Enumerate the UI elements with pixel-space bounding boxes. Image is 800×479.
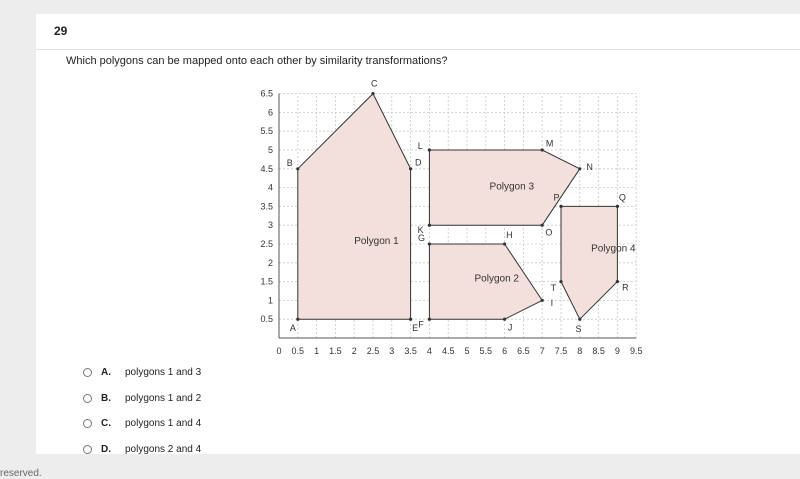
vertex-label: N [586,161,593,172]
vertex-point [559,280,562,283]
polygon-shape [561,206,617,319]
polygon-label: Polygon 3 [489,181,535,193]
vertex-point [578,167,581,170]
vertex-point [409,318,412,321]
option-c[interactable] [83,416,383,434]
x-tick-label: 1 [314,346,320,356]
vertex-point [428,148,431,151]
x-tick-label: 3.5 [404,346,417,356]
vertex-label: B [286,157,293,168]
vertex-label: T [550,283,557,294]
x-tick-label: 5.5 [479,346,493,356]
x-tick-label: 7 [539,346,545,356]
vertex-label: H [506,230,513,241]
x-tick-label: 9.5 [629,346,643,356]
vertex-point [296,318,299,321]
option-a[interactable] [83,365,383,383]
radio-button-b[interactable] [83,394,92,403]
option-text: polygons 1 and 3 [125,367,202,378]
vertex-label: R [622,282,629,293]
vertex-label: L [417,140,423,151]
vertex-point [616,205,619,208]
option-text: polygons 2 and 4 [125,444,202,454]
vertex-label: K [417,225,424,236]
y-tick-label: 1.5 [260,276,273,287]
radio-button-a[interactable] [83,368,92,377]
vertex-label: S [575,324,582,335]
vertex-label: D [414,157,422,168]
vertex-point [541,299,544,302]
vertex-point [541,224,544,227]
y-tick-label: 4.5 [260,163,273,174]
vertex-point [503,318,506,321]
option-b[interactable] [83,391,383,409]
polygon-graph [217,80,647,360]
question-prompt: Which polygons can be mapped onto each other by similarity transformations? [66,55,448,67]
y-tick-label: 0.5 [260,314,273,325]
vertex-point [296,167,299,170]
y-tick-label: 1 [267,295,273,306]
vertex-label: E [412,323,419,334]
x-tick-label: 0.5 [291,346,305,356]
vertex-point [541,148,544,151]
x-tick-label: 1.5 [329,346,342,356]
option-letter: D. [101,444,111,454]
vertex-label: Q [618,192,626,203]
x-tick-label: 3 [389,346,395,356]
x-tick-label: 6.5 [517,346,530,356]
x-tick-label: 0 [276,346,282,356]
vertex-point [559,205,562,208]
vertex-label: C [370,80,378,89]
polygon-label: Polygon 2 [474,273,520,285]
vertex-label: A [289,322,296,333]
vertex-label: J [507,322,513,333]
radio-button-d[interactable] [83,445,92,454]
x-tick-label: 4.5 [441,346,455,356]
vertex-point [428,224,431,227]
vertex-point [428,318,431,321]
y-tick-label: 6.5 [260,88,273,99]
x-tick-label: 6 [502,346,508,356]
y-tick-label: 5.5 [260,126,273,137]
y-tick-label: 3.5 [260,201,273,212]
vertex-point [503,242,506,245]
option-letter: C. [101,418,111,429]
question-card [36,14,800,454]
vertex-label: G [418,232,426,243]
vertex-point [428,242,431,245]
vertex-point [409,167,412,170]
polygon-label: Polygon 4 [591,243,636,255]
radio-button-c[interactable] [83,419,92,428]
option-text: polygons 1 and 2 [125,393,202,404]
question-number: 29 [54,24,68,38]
x-tick-label: 8.5 [592,346,605,356]
y-tick-label: 2.5 [260,239,273,249]
x-tick-label: 9 [614,346,620,356]
y-tick-label: 5 [267,145,273,155]
vertex-label: P [553,192,560,203]
x-tick-label: 7.5 [554,346,568,356]
copyright-footer: reserved. [0,468,42,479]
vertex-label: M [545,138,554,149]
polygon-label: Polygon 1 [354,236,399,247]
y-tick-label: 4 [267,182,273,193]
vertex-point [616,280,619,283]
x-tick-label: 4 [426,346,432,356]
y-tick-label: 6 [267,107,273,118]
vertex-point [578,318,581,321]
y-tick-label: 2 [267,257,273,268]
option-text: polygons 1 and 4 [125,418,202,429]
vertex-label: O [545,227,553,238]
y-tick-label: 3 [267,220,273,231]
option-d[interactable] [83,442,383,454]
x-tick-label: 2 [351,346,357,356]
option-letter: A. [101,367,111,378]
x-tick-label: 5 [464,346,470,356]
x-tick-label: 2.5 [366,346,380,356]
vertex-point [371,92,374,95]
option-letter: B. [101,393,111,404]
vertex-label: F [418,319,424,330]
x-tick-label: 8 [577,346,583,356]
vertex-label: I [550,297,554,308]
question-header [36,14,800,50]
polygon-shape [298,94,411,320]
